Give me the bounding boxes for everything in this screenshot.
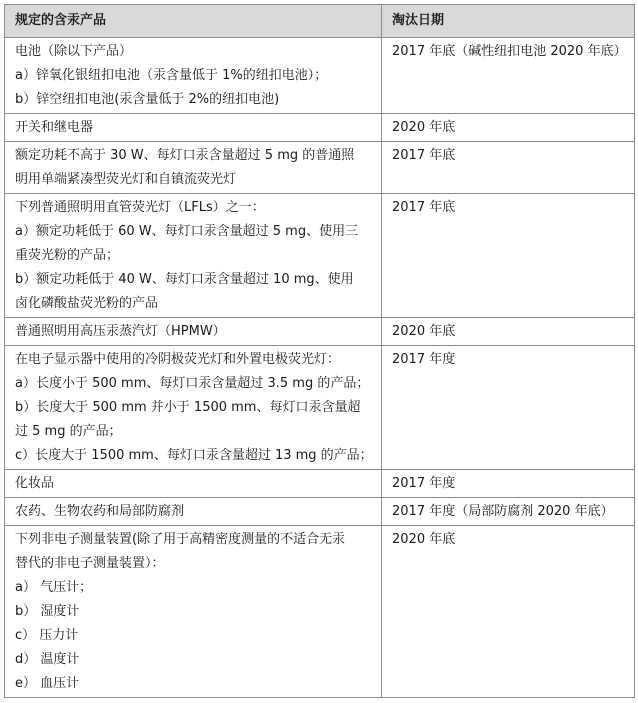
product-line: 化妆品 [15, 476, 55, 491]
product-line: a）长度小于 500 mm、每灯口汞含量超过 3.5 mg 的产品； [15, 376, 370, 391]
product-line: d） 温度计 [15, 652, 80, 667]
product-line: 开关和继电器 [15, 120, 94, 135]
table-row [5, 194, 635, 318]
phaseout-date-cell [382, 194, 635, 318]
product-line: b）锌空纽扣电池(汞含量低于 2%的纽扣电池) [15, 92, 280, 107]
table-row [5, 470, 635, 498]
product-line: a） 气压计； [15, 580, 93, 595]
product-line: 额定功耗不高于 30 W、每灯口汞含量超过 5 mg 的普通照 [15, 148, 355, 163]
product-line: e） 血压计 [15, 676, 80, 691]
product-line: 下列非电子测量装置(除了用于高精密度测量的不适合无汞 [15, 532, 346, 547]
product-line: 替代的非电子测量装置）： [15, 556, 165, 571]
phaseout-date-cell [382, 114, 635, 142]
header-product: 规定的含汞产品 [5, 5, 382, 38]
phaseout-date: 2020 年底 [392, 324, 456, 339]
table-row [5, 142, 635, 194]
phaseout-date: 2020 年底 [392, 120, 456, 135]
product-line: 卤化磷酸盐荧光粉的产品 [15, 296, 159, 311]
phaseout-date: 2017 年底 [392, 200, 456, 215]
product-line: 过 5 mg 的产品； [15, 424, 122, 439]
product-line: 下列普通照明用直管荧光灯（LFLs）之一： [15, 200, 265, 215]
phaseout-date-cell [382, 470, 635, 498]
table-row [5, 346, 635, 470]
phaseout-date: 2017 年底 [392, 148, 456, 163]
product-line: 电池（除以下产品） [15, 44, 133, 59]
product-line: a）锌氧化银纽扣电池（汞含量低于 1%的纽扣电池）； [15, 68, 328, 83]
product-line: 农药、生物农药和局部防腐剂 [15, 504, 185, 519]
phaseout-date-cell [382, 142, 635, 194]
phaseout-date: 2017 年底（碱性纽扣电池 2020 年底） [392, 44, 627, 59]
product-cell [5, 142, 382, 194]
product-cell [5, 318, 382, 346]
phaseout-date-cell [382, 346, 635, 470]
product-cell [5, 526, 382, 698]
phaseout-date: 2020 年底 [392, 532, 456, 547]
phaseout-date-cell [382, 38, 635, 114]
product-cell [5, 114, 382, 142]
product-cell [5, 38, 382, 114]
product-cell [5, 470, 382, 498]
product-line: b）长度大于 500 mm 并小于 1500 mm、每灯口汞含量超 [15, 400, 361, 415]
product-line: 普通照明用高压汞蒸汽灯（HPMW） [15, 324, 226, 339]
phaseout-date: 2017 年度 [392, 352, 456, 367]
table-row [5, 38, 635, 114]
table-row [5, 114, 635, 142]
table-row [5, 526, 635, 698]
product-line: c） 压力计 [15, 628, 79, 643]
phaseout-date-cell [382, 318, 635, 346]
phaseout-date: 2017 年度 [392, 476, 456, 491]
product-line: 重荧光粉的产品； [15, 248, 120, 263]
product-line: b） 湿度计 [15, 604, 80, 619]
phaseout-date-cell [382, 526, 635, 698]
phaseout-date-cell [382, 498, 635, 526]
product-cell [5, 194, 382, 318]
product-cell [5, 498, 382, 526]
product-cell [5, 346, 382, 470]
phaseout-date: 2017 年度（局部防腐剂 2020 年底） [392, 504, 614, 519]
table-row [5, 498, 635, 526]
product-line: c）长度大于 1500 mm、每灯口汞含量超过 13 mg 的产品； [15, 448, 373, 463]
product-line: a）额定功耗低于 60 W、每灯口汞含量超过 5 mg、使用三 [15, 224, 359, 239]
product-line: 在电子显示器中使用的冷阴极荧光灯和外置电极荧光灯： [15, 352, 341, 367]
product-line: 明用单端紧凑型荧光灯和自镇流荧光灯 [15, 172, 237, 187]
table-header-row [5, 5, 635, 38]
header-phaseout-date: 淘汰日期 [382, 5, 635, 38]
table-row [5, 318, 635, 346]
mercury-products-table [4, 4, 635, 698]
product-line: b）额定功耗低于 40 W、每灯口汞含量超过 10 mg、使用 [15, 272, 354, 287]
